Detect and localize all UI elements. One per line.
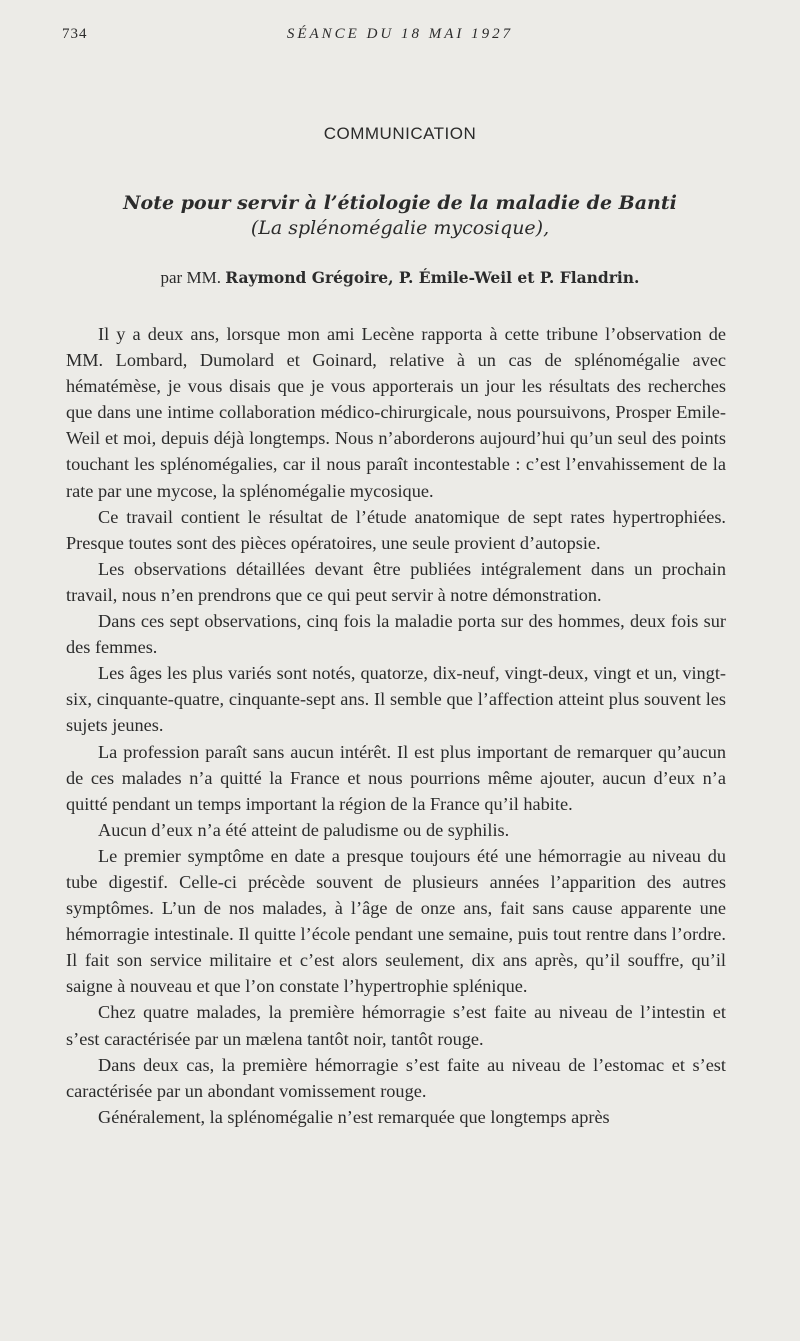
section-heading: COMMUNICATION xyxy=(323,124,477,143)
paragraph: Dans ces sept observations, cinq fois la maladie porta sur des hommes, deux fois sur des femmes. xyxy=(66,611,726,658)
paragraph: Ce travail contient le résultat de l’étude anatomique de sept rates hypertrophiées. Presque toutes sont des pièces opératoires, une seule provient d’autopsie. xyxy=(66,506,726,553)
title-subtitle: (La splénomégalie mycosique), xyxy=(250,217,550,239)
paragraph: La profession paraît sans aucun intérêt. Il est plus important de remarquer qu’aucun de ces malades n’a quitté la France et nous pourrions même ajouter, aucun d’eux n’a quitté pendant un temps important la région de la France qu’il habite. xyxy=(66,741,726,814)
paragraph: Dans deux cas, la première hémorragie s’est faite au niveau de l’estomac et s’est caractérisée par un abondant vomissement rouge. xyxy=(66,1054,726,1101)
page-number: 734 xyxy=(62,26,88,42)
paragraph: Aucun d’eux n’a été atteint de paludisme ou de syphilis. xyxy=(98,819,510,840)
body-text xyxy=(66,321,726,1130)
paragraph: Chez quatre malades, la première hémorragie s’est faite au niveau de l’intestin et s’est caractérisée par un mælena tantôt noir, tantôt rouge. xyxy=(66,1002,726,1049)
title-main: Note pour servir à l’étiologie de la maladie de Banti xyxy=(123,192,677,214)
author-names: Raymond Grégoire, P. Émile-Weil et P. Flandrin. xyxy=(225,268,640,287)
paragraph: Les âges les plus variés sont notés, quatorze, dix-neuf, vingt-deux, vingt et un, vingt-six, cinquante-quatre, cinquante-sept ans. Il semble que l’affection atteint plus souvent les sujets jeunes. xyxy=(66,663,726,736)
author-line xyxy=(0,268,800,288)
paragraph: Il y a deux ans, lorsque mon ami Lecène rapporta à cette tribune l’observation de MM. Lombard, Dumolard et Goinard, relative à un cas de splénomégalie avec hématémèse, je vous disais que je vous apporterais un jour les résultats des recherches que dans une intime collaboration médico-chirurgicale, nous poursuivons, Prosper Emile-Weil et moi, depuis déjà longtemps. Nous n’aborderons aujourd’hui qu’un seul des points touchant les splénomégalies, car il nous paraît incontestable : c’est l’envahissement de la rate par une mycose, la splénomégalie mycosique. xyxy=(66,324,726,501)
paragraph: Les observations détaillées devant être publiées intégralement dans un prochain travail, nous n’en prendrons que ce qui peut servir à notre démonstration. xyxy=(66,558,726,605)
paragraph: Le premier symptôme en date a presque toujours été une hémorragie au niveau du tube digestif. Celle-ci précède souvent de plusieurs années l’apparition des autres symptômes. L’un de nos malades, à l’âge de onze ans, fait sans cause apparente une hémorragie intestinale. Il quitte l’école pendant une semaine, puis tout rentre dans l’ordre. Il fait son service militaire et c’est alors seulement, dix ans après, qu’il souffre, qu’il saigne à nouveau et que l’on constate l’hypertrophie splénique. xyxy=(66,845,726,997)
paragraph: Généralement, la splénomégalie n’est remarquée que longtemps après xyxy=(98,1106,610,1127)
article-title xyxy=(90,191,710,241)
author-prefix: par MM. xyxy=(160,268,221,287)
running-title: SÉANCE DU 18 MAI 1927 xyxy=(286,26,514,42)
page-header xyxy=(62,26,738,50)
